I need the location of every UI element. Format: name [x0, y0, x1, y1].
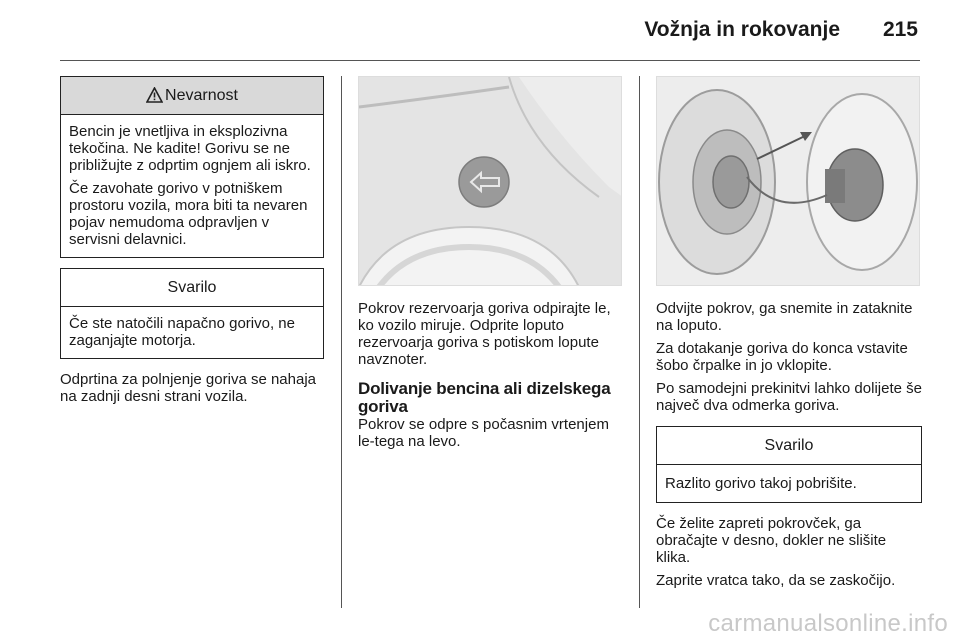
body-paragraph: Zaprite vratca tako, da se zaskočijo. — [656, 572, 896, 589]
fuel-cap-illustration — [656, 76, 920, 286]
danger-box-body — [61, 115, 323, 257]
body-paragraph: Za dotakanje goriva do konca vstavite šobo črpalke in jo vklopite. — [656, 340, 908, 374]
caution-box — [656, 426, 922, 503]
body-paragraph: Odprtina za polnjenje goriva se nahaja na zadnji desni strani vozila. — [60, 371, 317, 405]
body-paragraph: Po samodejni prekinitvi lahko dolijete še največ dva odmerka goriva. — [656, 380, 922, 414]
body-paragraph: Če želite zapreti pokrovček, ga obračajte v desno, dokler ne slišite klika. — [656, 515, 887, 566]
caution-box-body: Če ste natočili napačno gorivo, ne zaganjajte motorja. — [69, 315, 295, 349]
danger-box — [60, 76, 324, 258]
caution-box-body: Razlito gorivo takoj pobrišite. — [665, 475, 857, 492]
header-rule — [60, 60, 920, 61]
caution-box — [60, 268, 324, 359]
chapter-title: Vožnja in rokovanje — [644, 18, 840, 41]
column-2 — [358, 76, 624, 450]
warning-triangle-icon — [146, 80, 163, 118]
page-header — [0, 0, 960, 62]
column-1 — [60, 76, 324, 405]
danger-paragraph: Če zavohate gorivo v potniškem prostoru vozila, mora biti ta nevaren pojav nemudoma odpravljen v servisni delavnici. — [69, 180, 308, 248]
column-3 — [656, 76, 922, 589]
danger-box-header — [61, 77, 323, 115]
body-paragraph: Pokrov se odpre s počasnim vrtenjem le-tega na levo. — [358, 416, 609, 450]
page-number: 215 — [882, 18, 918, 41]
body-paragraph: Odvijte pokrov, ga snemite in zataknite na loputo. — [656, 300, 913, 334]
caution-box-heading: Svarilo — [657, 427, 921, 465]
column-divider — [639, 76, 640, 608]
body-paragraph: Pokrov rezervoarja goriva odpirajte le, ko vozilo miruje. Odprite loputo rezervoarja goriva s potiskom lopute navznoter. — [358, 300, 611, 368]
danger-paragraph: Bencin je vnetljiva in eksplozivna tekočina. Ne kadite! Gorivu se ne približujte z odprtim ognjem ali iskro. — [69, 123, 311, 174]
watermark: carmanualsonline.info — [708, 610, 948, 637]
danger-box-heading: Nevarnost — [165, 87, 238, 104]
section-heading: Dolivanje bencina ali dizelskega goriva — [358, 379, 611, 416]
caution-box-heading: Svarilo — [61, 269, 323, 307]
fuel-flap-illustration — [358, 76, 622, 286]
column-divider — [341, 76, 342, 608]
